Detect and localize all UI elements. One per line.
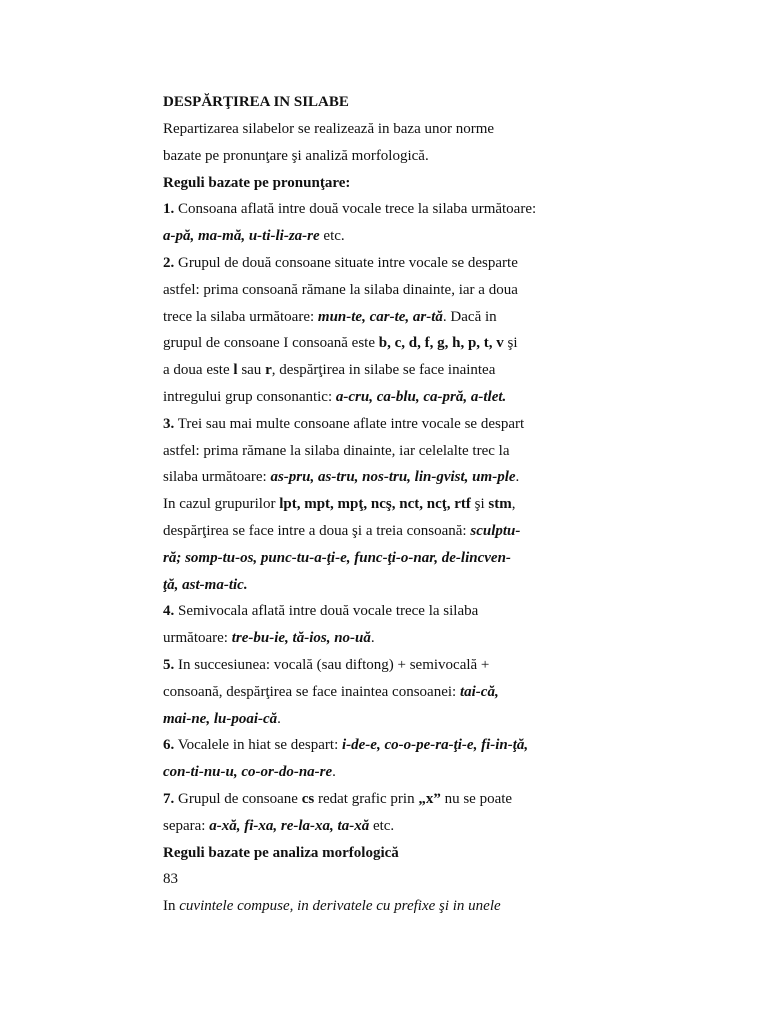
- rule-number: 2.: [163, 254, 175, 271]
- section-heading-pronuntare: Reguli bazate pe pronunţare:: [163, 174, 351, 191]
- examples: tre-bu-ie, tă-ios, no-uă: [231, 630, 371, 647]
- rule-number: 5.: [163, 656, 175, 673]
- rule-6-line-2: con-ti-nu-u, co-or-do-na-re.: [163, 764, 336, 781]
- rule-7-line-2: separa: a-xă, fi-xa, re-la-xa, ta-xă etc.: [163, 817, 395, 834]
- intro-line-2: bazate pe pronunţare şi analiză morfologică.: [163, 147, 429, 164]
- rule-3-line-7: [163, 572, 563, 599]
- rule-number: 6.: [163, 737, 175, 754]
- examples: sculptu-: [470, 522, 521, 539]
- examples: ră; somp-tu-os, punc-tu-a-ţi-e, func-ţi-o-nar, de-lincven-: [163, 549, 511, 566]
- rule-number: 1.: [163, 201, 175, 218]
- rule-6-line-1: 6. Vocalele in hiat se despart: i-de-e, co-o-pe-ra-ţi-e, fi-in-ţă,: [163, 737, 529, 754]
- rule-1-line-2: a-pă, ma-mă, u-ti-li-za-re etc.: [163, 228, 345, 245]
- examples: con-ti-nu-u, co-or-do-na-re: [163, 764, 333, 781]
- rule-number: 7.: [163, 790, 175, 807]
- examples: mai-ne, lu-poai-că: [163, 710, 278, 727]
- rule-5-line-3: mai-ne, lu-poai-că.: [163, 710, 281, 727]
- rule-4-line-2: următoare: tre-bu-ie, tă-ios, no-uă.: [163, 630, 375, 647]
- rule-3-line-1: 3. Trei sau mai multe consoane aflate intre vocale se despart: [163, 415, 525, 432]
- page-number: 83: [163, 871, 178, 888]
- section-heading-morfologica: Reguli bazate pe analiza morfologică: [163, 844, 399, 861]
- rule-number: 3.: [163, 415, 175, 432]
- examples: as-pru, as-tru, nos-tru, lin-gvist, um-ple: [270, 469, 516, 486]
- rule-1-line-1: 1. Consoana aflată intre două vocale trece la silaba următoare:: [163, 201, 537, 218]
- rule-2-line-4: grupul de consoane I consoană este b, c, d, f, g, h, p, t, v şi: [163, 335, 518, 352]
- examples: tai-că,: [459, 683, 499, 700]
- rule-2-line-1: 2. Grupul de două consoane situate intre vocale se desparte: [163, 254, 518, 271]
- examples: a-pă, ma-mă, u-ti-li-za-re: [163, 228, 320, 245]
- rule-3-line-5: despărţirea se face intre a doua şi a treia consoană: sculptu-: [163, 522, 521, 539]
- rule-3-line-4: In cazul grupurilor lpt, mpt, mpţ, ncş, nct, ncţ, rtf şi stm,: [163, 496, 516, 513]
- title: DESPĂRŢIREA IN SILABE: [163, 94, 349, 110]
- rule-7-line-1: 7. Grupul de consoane cs redat grafic prin „x” nu se poate: [163, 790, 513, 807]
- rule-5-line-2: consoană, despărţirea se face inaintea consoanei: tai-că,: [163, 683, 499, 700]
- examples: a-cru, ca-blu, ca-pră, a-tlet.: [335, 388, 507, 405]
- rule-2-line-6: intregului grup consonantic: a-cru, ca-blu, ca-pră, a-tlet.: [163, 388, 507, 405]
- examples: i-de-e, co-o-pe-ra-ţi-e, fi-in-ţă,: [341, 737, 529, 754]
- examples: ţă, ast-ma-tic.: [163, 576, 248, 593]
- examples: mun-te, car-te, ar-tă: [317, 308, 443, 325]
- rule-number: 4.: [163, 603, 175, 620]
- rule-2-line-3: trece la silaba următoare: mun-te, car-te, ar-tă. Dacă in: [163, 308, 497, 325]
- rule-5-line-1: 5. In succesiunea: vocală (sau diftong) + semivocală +: [163, 656, 490, 673]
- rule-3-line-3: silaba următoare: as-pru, as-tru, nos-tru, lin-gvist, um-ple.: [163, 469, 520, 486]
- continuation-line: In cuvintele compuse, in derivatele cu prefixe şi in unele: [163, 898, 501, 915]
- rule-2-line-5: a doua este l sau r, despărţirea in silabe se face inaintea: [163, 362, 496, 379]
- rule-2-line-2: astfel: prima consoană rămane la silaba dinainte, iar a doua: [163, 281, 518, 298]
- rule-3-line-2: astfel: prima rămane la silaba dinainte, iar celelalte trec la: [163, 442, 510, 459]
- intro-line-1: Repartizarea silabelor se realizează in baza unor norme: [163, 121, 495, 137]
- rule-4-line-1: 4. Semivocala aflată intre două vocale trece la silaba: [163, 603, 479, 620]
- document-page: [163, 88, 563, 920]
- rule-3-line-6: [163, 545, 563, 572]
- examples: a-xă, fi-xa, re-la-xa, ta-xă: [209, 817, 370, 834]
